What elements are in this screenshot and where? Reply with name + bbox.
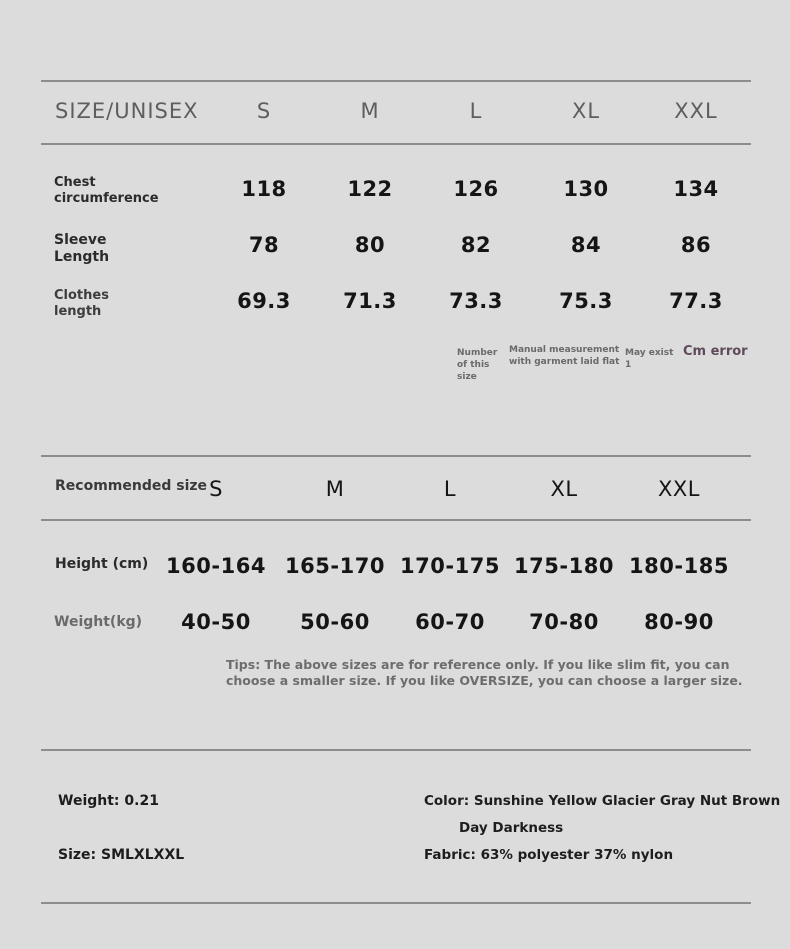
height-xxl: 180-185 xyxy=(629,554,729,578)
weight-l: 60-70 xyxy=(415,610,485,634)
size-col-l: L xyxy=(469,99,483,123)
rec-col-l: L xyxy=(443,477,457,501)
row-label-sleeve-line1: Sleeve xyxy=(54,232,107,248)
row-label-chest-line2: circumference xyxy=(54,191,159,206)
rec-col-s: S xyxy=(209,477,223,501)
chest-l: 126 xyxy=(453,177,499,201)
row-label-clothes-line1: Clothes xyxy=(54,288,109,303)
bottom-rule xyxy=(41,902,751,904)
length-m: 71.3 xyxy=(343,289,397,313)
length-xxl: 77.3 xyxy=(669,289,723,313)
note-may-exist: May exist 1 xyxy=(625,348,674,370)
height-label: Height (cm) xyxy=(55,556,149,572)
sleeve-m: 80 xyxy=(354,233,386,257)
chest-m: 122 xyxy=(347,177,393,201)
spec-fabric: Fabric: 63% polyester 37% nylon xyxy=(424,847,674,863)
spec-size: Size: SMLXLXXL xyxy=(58,847,185,863)
spec-color: Color: Sunshine Yellow Glacier Gray Nut Brown xyxy=(424,793,781,809)
recommended-top-rule xyxy=(41,455,751,457)
note-manual-measurement: Manual measurement with garment laid flat xyxy=(509,345,620,367)
weight-m: 50-60 xyxy=(300,610,370,634)
specs-top-rule xyxy=(41,749,751,751)
rec-col-xxl: XXL xyxy=(658,477,700,501)
spec-weight: Weight: 0.21 xyxy=(58,793,159,809)
top-rule xyxy=(41,80,751,82)
recommended-size-header: Recommended size xyxy=(55,478,208,494)
header-rule xyxy=(41,143,751,145)
row-label-sleeve-line2: Length xyxy=(54,249,110,265)
weight-xxl: 80-90 xyxy=(644,610,714,634)
size-col-xl: XL xyxy=(571,99,601,123)
weight-xl: 70-80 xyxy=(529,610,599,634)
length-l: 73.3 xyxy=(449,289,503,313)
rec-col-m: M xyxy=(325,477,345,501)
row-label-chest xyxy=(54,175,159,207)
sleeve-s: 78 xyxy=(248,233,280,257)
chest-xl: 130 xyxy=(563,177,609,201)
weight-s: 40-50 xyxy=(181,610,251,634)
height-l: 170-175 xyxy=(400,554,500,578)
recommended-header-rule xyxy=(41,519,751,521)
length-s: 69.3 xyxy=(237,289,291,313)
note-cm-error: Cm error xyxy=(683,344,748,359)
row-label-clothes-line2: length xyxy=(54,304,102,319)
size-col-m: M xyxy=(360,99,380,123)
height-xl: 175-180 xyxy=(514,554,614,578)
row-label-sleeve xyxy=(54,232,109,266)
length-xl: 75.3 xyxy=(559,289,613,313)
height-m: 165-170 xyxy=(285,554,385,578)
sleeve-l: 82 xyxy=(460,233,492,257)
size-col-xxl: XXL xyxy=(674,99,718,123)
chest-s: 118 xyxy=(241,177,287,201)
sleeve-xxl: 86 xyxy=(680,233,712,257)
rec-col-xl: XL xyxy=(550,477,578,501)
spec-color-continued: Day Darkness xyxy=(459,820,564,836)
height-s: 160-164 xyxy=(166,554,266,578)
note-number-of-size: Number of this size xyxy=(457,348,498,382)
size-unisex-header: SIZE/UNISEX xyxy=(55,99,199,123)
row-label-chest-line1: Chest xyxy=(54,175,96,190)
size-col-s: S xyxy=(256,99,272,123)
weight-label: Weight(kg) xyxy=(54,614,143,630)
row-label-clothes-length xyxy=(54,288,109,320)
chest-xxl: 134 xyxy=(673,177,719,201)
sleeve-xl: 84 xyxy=(570,233,602,257)
size-tips: Tips: The above sizes are for reference only. If you like slim fit, you can choose a smaller size. If you like OVERSIZE, you can choose a larger size. xyxy=(226,657,743,688)
